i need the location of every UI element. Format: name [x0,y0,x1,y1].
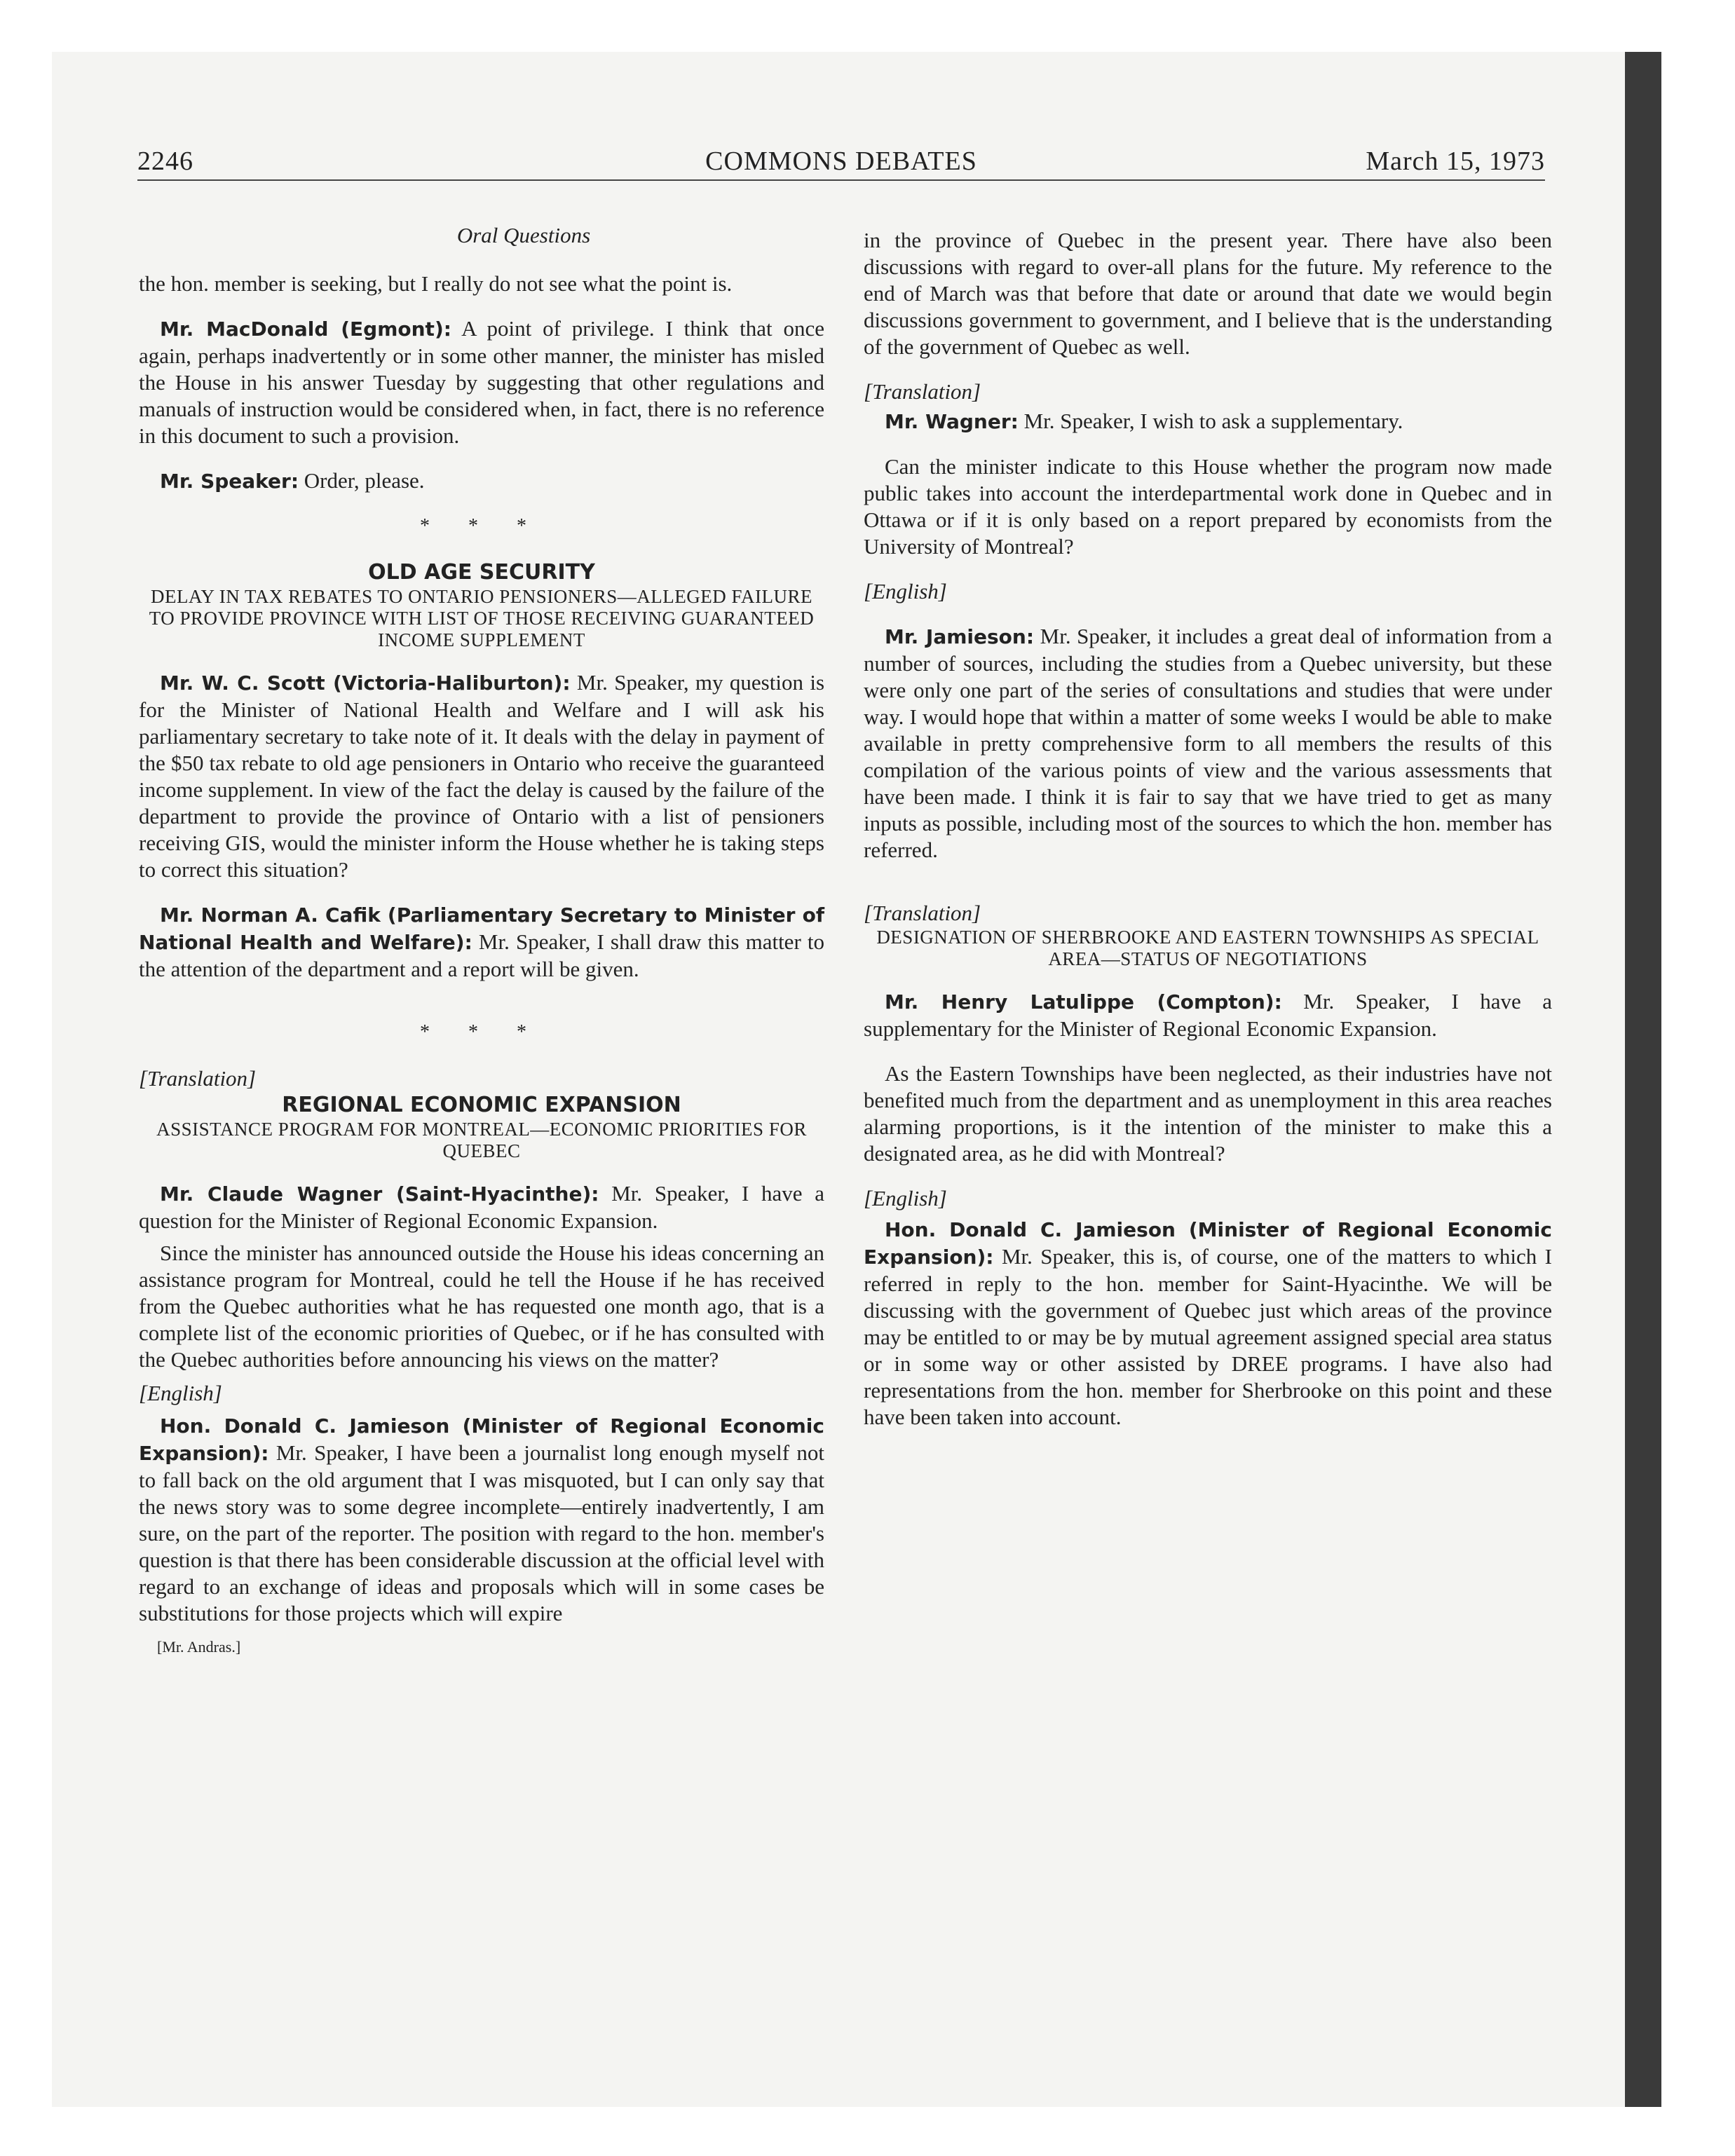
speaker-name: Hon. Donald C. Jamieson (Minister of Regional Economic Expansion): [139,1414,824,1465]
language-marker: [Translation] [139,1066,257,1091]
speaker-name: Mr. Norman A. Cafik (Parliamentary Secretary to Minister of National Health and Welfare): [139,903,824,954]
speech-text: Mr. Speaker, I have a supplementary for the Minister of Regional Economic Expansion. [864,989,1552,1041]
speech-text: Mr. Speaker, I wish to ask a supplementary. [1023,409,1403,433]
paragraph: the hon. member is seeking, but I really do not see what the point is. [139,271,733,296]
paragraph: As the Eastern Townships have been neglected, as their industries have not benefited much from the department and as unemployment in this area reaches alarming proportions, is it the intention of the minister to make this a designated area, as he did with Montreal? [864,1061,1552,1166]
speech-text: Mr. Speaker, I have a question for the Minister of Regional Economic Expansion. [139,1181,824,1233]
running-head: Oral Questions [456,223,591,247]
section-subtitle: ASSISTANCE PROGRAM FOR MONTREAL—ECONOMIC PRIORITIES FOR QUEBEC [156,1119,807,1161]
publication-title: COMMONS DEBATES [705,146,977,176]
speech-macdonald [139,315,824,449]
speech-speaker [139,468,824,495]
speech-wagner [139,1180,824,1234]
speech-jamieson [139,1412,824,1627]
speech-text: Mr. Speaker, this is, of course, one of the matters to which I referred in reply to the hon. member for Saint-Hyacinthe. We will be discussing with the government of Quebec just which areas of the province may be entitled to or may be by mutual agreement assigned special area status or in some way or other assisted by DREE programs. I have also had representations from the hon. member for Sherbrooke on this point and these have been taken into account. [864,1244,1552,1429]
speech-cafik [139,901,824,983]
language-marker: [English] [864,579,947,603]
speech-text: Order, please. [304,468,425,493]
speech-latulippe [864,988,1552,1042]
speech-text: Mr. Speaker, I shall draw this matter to the attention of the department and a report will be given. [139,929,824,981]
paragraph: Can the minister indicate to this House whether the program now made public takes into account the interdepartmental work done in Quebec and in Ottawa or if it is only based on a report prepared by economists from the University of Montreal? [864,454,1552,559]
speech-wagner [864,408,1552,435]
section-separator: * * * [420,1021,543,1043]
speaker-name: Mr. Speaker: [160,470,299,493]
speaker-name: Mr. MacDonald (Egmont): [160,318,451,341]
page-number: 2246 [137,146,193,176]
page-header [137,147,1545,181]
scan-edge-shadow [1625,52,1661,2107]
speech-jamieson [864,1216,1552,1431]
section-subtitle: DELAY IN TAX REBATES TO ONTARIO PENSIONERS—ALLEGED FAILURE TO PROVIDE PROVINCE WITH LIST OF THOSE RECEIVING GUARANTEED INCOME SUPPLEMENT [149,586,815,650]
section-subtitle: DESIGNATION OF SHERBROOKE AND EASTERN TOWNSHIPS AS SPECIAL AREA—STATUS OF NEGOTIATIONS [876,927,1539,969]
speaker-name: Mr. W. C. Scott (Victoria-Haliburton): [160,671,571,695]
speech-text: Mr. Speaker, my question is for the Minister of National Health and Welfare and I will ask his parliamentary secretary to take note of it. It deals with the delay in payment of the $50 tax rebate to old age pensioners in Ontario who receive the guaranteed income supplement. In view of the fact the delay is caused by the failure of the department to provide the province of Ontario with a list of pensioners receiving GIS, would the minister inform the House whether he is taking steps to correct this situation? [139,670,825,882]
speech-text: Mr. Speaker, I have been a journalist long enough myself not to fall back on the old argument that I was misquoted, but I can only say that the news story was to some degree incomplete—entirely inadvertently, I am sure, on the part of the reporter. The position with regard to the hon. member's question is that there has been considerable discussion at the official level with regard to an exchange of ideas and proposals which will in some cases be substitutions for those projects which will expire [139,1440,825,1625]
speaker-name: Mr. Claude Wagner (Saint-Hyacinthe): [160,1182,599,1206]
language-marker: [Translation] [864,379,981,404]
page-date: March 15, 1973 [1366,146,1545,176]
speech-text: A point of privilege. I think that once again, perhaps inadvertently or in some other manner, the minister has misled the House in his answer Tuesday by suggesting that other regulations and manuals of instruction would be considered when, in fact, there is no reference in this document to such a provision. [139,316,824,448]
speech-text: Mr. Speaker, it includes a great deal of information from a number of sources, including the studies from a Quebec university, but these were only one part of the series of consultations and studies that were under way. I would hope that within a matter of some weeks I would be able to make available in pretty comprehensive form to all members the results of this compilation of the various points of view and the various assessments that have been made. I think it is fair to say that we have tried to get as many inputs as possible, including most of the sources to which the hon. member has referred. [864,624,1552,862]
paragraph: Since the minister has announced outside the House his ideas concerning an assistance program for Montreal, could he tell the House if he has received from the Quebec authorities what he has requested one month ago, that is a complete list of the economic priorities of Quebec, or if he has consulted with the Quebec authorities before announcing his views on the matter? [139,1241,824,1372]
section-separator: * * * [420,515,543,537]
speech-jamieson [864,623,1552,864]
speaker-name: Mr. Henry Latulippe (Compton): [885,990,1282,1014]
section-title: OLD AGE SECURITY [368,560,595,585]
left-column [139,200,824,1660]
speaker-name: Mr. Jamieson: [885,625,1035,648]
language-marker: [English] [139,1381,222,1405]
speaker-name: Mr. Wagner: [885,410,1019,433]
section-title: REGIONAL ECONOMIC EXPANSION [282,1093,681,1117]
right-column [864,200,1552,1431]
speaker-name: Hon. Donald C. Jamieson (Minister of Regional Economic Expansion): [864,1218,1552,1269]
footnote: [Mr. Andras.] [157,1638,241,1656]
speech-scott [139,669,824,883]
paragraph: in the province of Quebec in the present year. There have also been discussions with regard to over-all plans for the future. My reference to the end of March was that before that date or around that date we would begin discussions government to government, and I believe that is the understanding of the government of Quebec as well. [864,228,1552,359]
language-marker: [Translation] [864,901,981,925]
language-marker: [English] [864,1186,947,1210]
